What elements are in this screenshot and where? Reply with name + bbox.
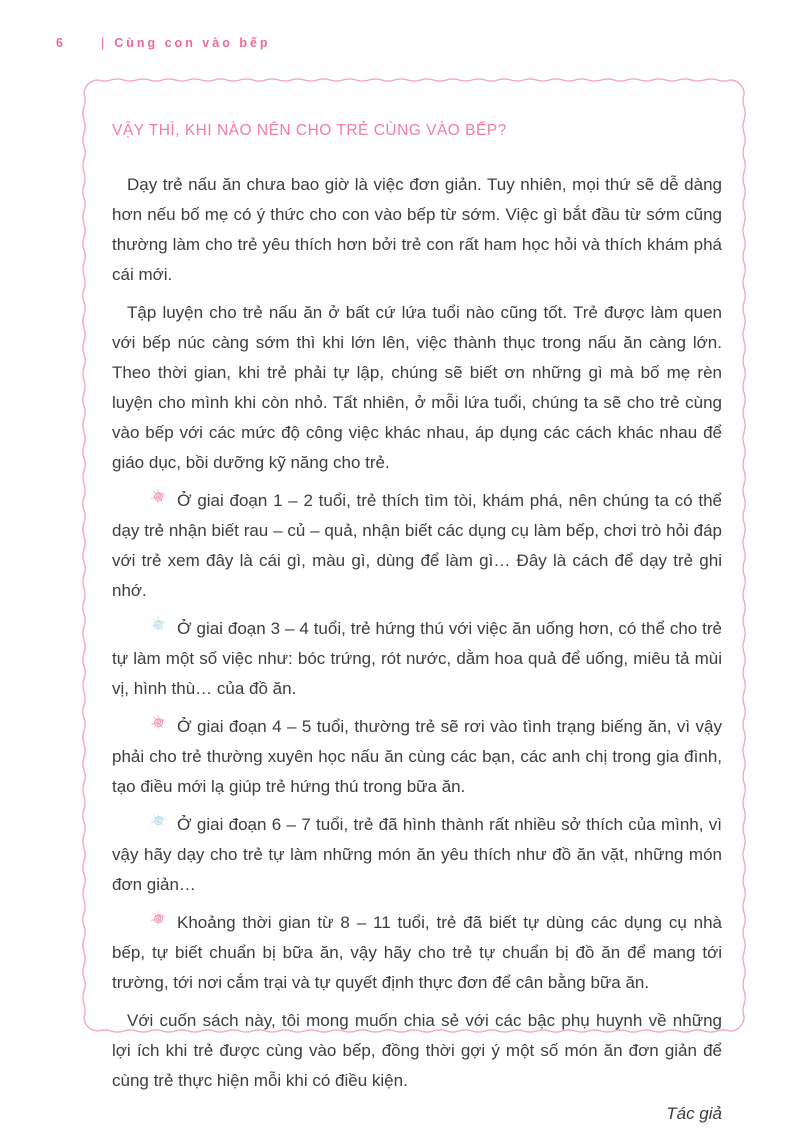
blue-flower-doodle-icon (148, 615, 168, 635)
paragraph-age-4-5 (112, 712, 722, 802)
blue-flower-doodle-icon (148, 811, 168, 831)
paragraph-text: Ở giai đoạn 4 – 5 tuổi, thường trẻ sẽ rơi vào tình trạng biếng ăn, vì vậy phải cho trẻ thường xuyên học nấu ăn cùng các bạn, các anh chị trong gia đình, tạo điều mới lạ giúp trẻ hứng thú trong bữa ăn. (112, 717, 722, 796)
header-separator: | (100, 36, 105, 50)
paragraph-age-6-7 (112, 810, 722, 900)
paragraph-text: Tập luyện cho trẻ nấu ăn ở bất cứ lứa tuổi nào cũng tốt. Trẻ được làm quen với bếp núc càng sớm thì khi lớn lên, việc thành thục trong nấu ăn càng lớn. Theo thời gian, khi trẻ phải tự lập, chúng sẽ biết ơn những gì mà bố mẹ rèn luyện cho mình khi còn nhỏ. Tất nhiên, ở mỗi lứa tuổi, chúng ta sẽ cho trẻ cùng vào bếp với các mức độ công việc khác nhau, áp dụng các cách khác nhau để giáo dục, bồi dưỡng kỹ năng cho trẻ. (112, 303, 722, 472)
paragraph-text: Khoảng thời gian từ 8 – 11 tuổi, trẻ đã biết tự dùng các dụng cụ nhà bếp, tự biết chuẩn bị bữa ăn, vậy hãy cho trẻ tự chuẩn bị đồ ăn để mang tới trường, tới nơi cắm trại và tự quyết định thực đơn để cân bằng bữa ăn. (112, 913, 722, 992)
paragraph-age-3-4 (112, 614, 722, 704)
book-title: Cùng con vào bếp (114, 36, 271, 50)
pink-flower-doodle-icon (148, 713, 168, 733)
pink-flower-doodle-icon (148, 487, 168, 507)
page-content (84, 80, 744, 1123)
page-number: 6 (56, 36, 63, 50)
paragraph-text: Ở giai đoạn 6 – 7 tuổi, trẻ đã hình thành rất nhiều sở thích của mình, vì vậy hãy dạy cho trẻ tự làm những món ăn yêu thích như đồ ăn vặt, những món đơn giản… (112, 815, 722, 894)
paragraph-age-8-11 (112, 908, 722, 998)
paragraph-text: Ở giai đoạn 1 – 2 tuổi, trẻ thích tìm tòi, khám phá, nên chúng ta có thể dạy trẻ nhận biết rau – củ – quả, nhận biết các dụng cụ làm bếp, chơi trò hỏi đáp với trẻ xem đây là cái gì, màu gì, dùng để làm gì… Đây là cách để dạy trẻ ghi nhớ. (112, 491, 722, 600)
pink-flower-doodle-icon (148, 909, 168, 929)
paragraph-intro (112, 170, 722, 290)
running-header (56, 36, 271, 50)
paragraph-text: Ở giai đoạn 3 – 4 tuổi, trẻ hứng thú với việc ăn uống hơn, có thể cho trẻ tự làm một số việc như: bóc trứng, rót nước, dằm hoa quả để uống, miêu tả mùi vị, hình thù… của đồ ăn. (112, 619, 722, 698)
paragraph-text: Dạy trẻ nấu ăn chưa bao giờ là việc đơn giản. Tuy nhiên, mọi thứ sẽ dễ dàng hơn nếu bố mẹ có ý thức cho con vào bếp từ sớm. Việc gì bắt đầu từ sớm cũng thường làm cho trẻ yêu thích hơn bởi trẻ con rất ham học hỏi và thích khám phá cái mới. (112, 175, 722, 284)
author-signature: Tác giả (666, 1104, 722, 1123)
paragraph-age-1-2 (112, 486, 722, 606)
paragraph-training (112, 298, 722, 478)
section-title: VẬY THÌ, KHI NÀO NÊN CHO TRẺ CÙNG VÀO BẾP? (112, 122, 507, 139)
paragraph-text: Với cuốn sách này, tôi mong muốn chia sẻ với các bậc phụ huynh về những lợi ích khi trẻ được cùng vào bếp, đồng thời gợi ý một số món ăn đơn giản để cùng trẻ thực hiện mỗi khi có điều kiện. (112, 1011, 722, 1090)
paragraph-closing (112, 1006, 722, 1096)
